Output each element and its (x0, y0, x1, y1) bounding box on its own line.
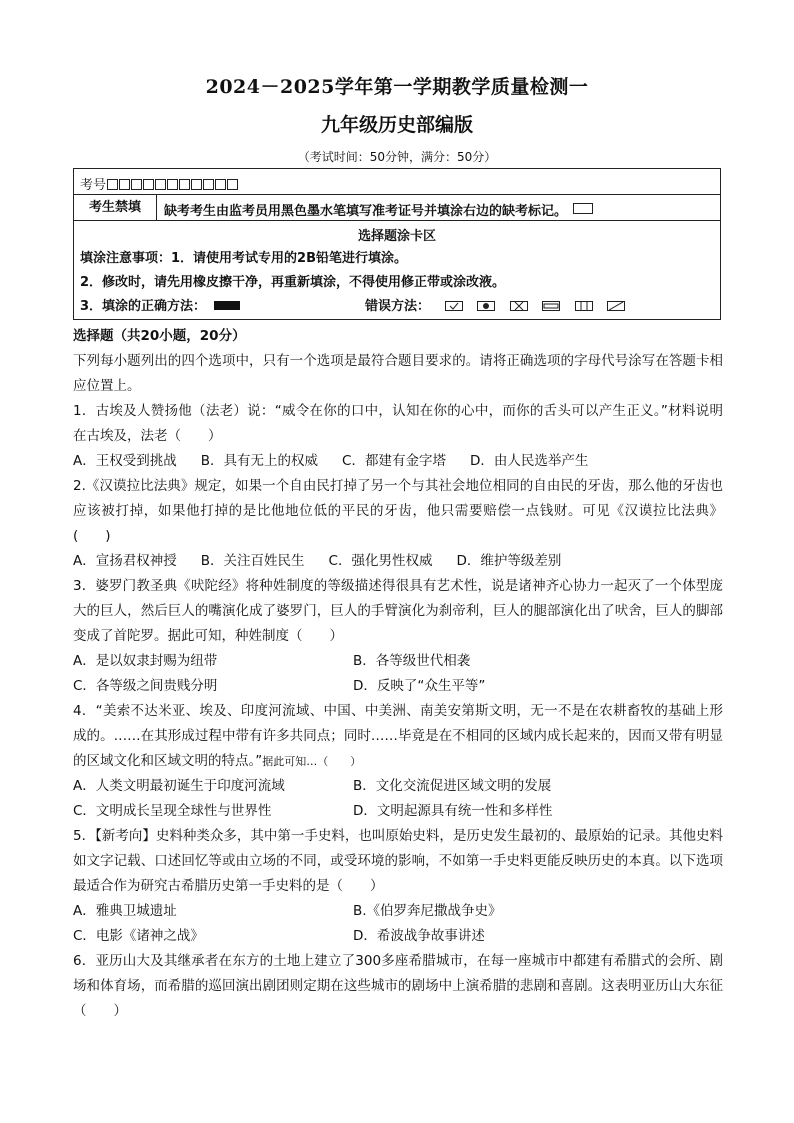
wrong-dot-mark-icon (477, 301, 495, 311)
question-4-stem-text: 4．“美索不达米亚、埃及、印度河流域、中国、中美洲、南美安第斯文明，无一不是在农耕畜牧的基础上形成的。……在其形成过程中带有许多共同点；同时……毕竟是在不相同的区域内成长起来的，因而又带有明显的区域文化和区域文明的特点。” (73, 703, 723, 769)
question-4-stem-tail: 据此可知…（ ） (262, 755, 362, 768)
option-d: D．文明起源具有统一性和多样性 (353, 803, 553, 819)
question-4-options-row-2 (73, 799, 723, 824)
option-c: C．文明成长呈现全球性与世界性 (73, 803, 272, 819)
wrong-method-label: 错误方法： (365, 299, 431, 314)
exam-number-row (74, 169, 720, 195)
question-4-options-row-1 (73, 774, 723, 799)
exam-time-info: （考试时间：50分钟，满分：50分） (297, 150, 497, 164)
question-3-options-row-2 (73, 674, 723, 699)
question-5-stem: 5．【新考向】史料种类众多，其中第一手史料，也叫原始史料，是历史发生最初的、最原始的记录。其他史料如文字记载、口述回忆等或由立场的不同，或受环境的影响，不如第一手史料更能反映历史的本真。以下选项最适合作为研究古希腊历史第一手史料的是（ ） (73, 828, 723, 894)
question-2-stem: 2.《汉谟拉比法典》规定，如果一个自由民打掉了另一个与其社会地位相同的自由民的牙齿，那么他的牙齿也应该被打掉，如果他打掉的是比他地位低的平民的牙齿，他只需要赔偿一点钱财。可见《汉谟拉比法典》( ) (73, 478, 723, 544)
option-c: C．强化男性权威 (328, 553, 433, 569)
option-a: A．雅典卫城遗址 (73, 903, 177, 919)
question-5-options-row-1 (73, 899, 723, 924)
option-a: A．人类文明最初诞生于印度河流域 (73, 778, 285, 794)
section-title: 选择题（共20小题，20分） (73, 328, 246, 344)
exam-title: 2024－2025学年第一学期教学质量检测一 (205, 76, 589, 98)
forbidden-label: 考生禁填 (74, 195, 157, 220)
wrong-line-mark-icon (542, 301, 560, 311)
option-b: B.《伯罗奔尼撒战争史》 (353, 903, 502, 919)
question-2-options (73, 549, 723, 574)
answer-card-box (73, 168, 721, 320)
fill-methods-line (80, 295, 710, 314)
option-b: B．具有无上的权威 (200, 453, 319, 469)
questions-area (73, 324, 723, 1024)
option-c: C．电影《诸神之战》 (73, 928, 204, 944)
fill-note-2: 2．修改时，请先用橡皮擦干净，再重新填涂，不得使用修正带或涂改液。 (80, 275, 506, 290)
exam-number-label: 考号 (80, 178, 107, 193)
option-c: C．各等级之间贵贱分明 (73, 678, 218, 694)
wrong-check-mark-icon (445, 301, 463, 311)
wrong-cross-mark-icon (510, 301, 528, 311)
wrong-partial-mark-icon (575, 301, 593, 311)
question-3-options-row-1 (73, 649, 723, 674)
option-a: A．王权受到挑战 (73, 453, 177, 469)
option-d: D．维护等级差别 (456, 553, 562, 569)
option-b: B．各等级世代相袭 (353, 653, 471, 669)
section-instruction: 下列每小题列出的四个选项中，只有一个选项是最符合题目要求的。请将正确选项的字母代号涂写在答题卡相应位置上。 (73, 353, 723, 394)
option-d: D．反映了“众生平等” (353, 678, 486, 694)
question-3-stem: 3．婆罗门教圣典《吠陀经》将种姓制度的等级描述得很具有艺术性，说是诸神齐心协力一起灭了一个体型庞大的巨人，然后巨人的嘴演化成了婆罗门，巨人的手臂演化为刹帝利，巨人的腿部演化出了吠舍，巨人的脚部变成了首陀罗。据此可知，种姓制度（ ） (73, 578, 723, 644)
question-1-stem: 1．古埃及人赞扬他（法老）说：“威令在你的口中，认知在你的心中，而你的舌头可以产生正义。”材料说明在古埃及，法老（ ） (73, 403, 723, 444)
absent-mark-box (573, 203, 593, 214)
option-b: B．文化交流促进区域文明的发展 (353, 778, 552, 794)
exam-subtitle: 九年级历史部编版 (320, 114, 473, 136)
forbidden-text: 缺考考生由监考员用黑色墨水笔填写准考证号并填涂右边的缺考标记。 (164, 204, 568, 219)
fill-instructions (74, 221, 720, 319)
option-a: A．是以奴隶封赐为纽带 (73, 653, 218, 669)
correct-method-label: 3．填涂的正确方法： (80, 299, 207, 314)
fill-section-title: 选择题涂卡区 (357, 229, 436, 244)
forbidden-row (74, 195, 720, 221)
exam-number-boxes (106, 178, 238, 193)
question-5-options-row-2 (73, 924, 723, 949)
option-c: C．都建有金字塔 (342, 453, 446, 469)
wrong-slash-mark-icon (607, 301, 625, 311)
option-a: A．宣扬君权神授 (73, 553, 177, 569)
question-6-stem: 6．亚历山大及其继承者在东方的土地上建立了300多座希腊城市，在每一座城市中都建有希腊式的会所、剧场和体育场，而希腊的巡回演出剧团则定期在这些城市的剧场中上演希腊的悲剧和喜剧。这表明亚历山大东征（ ） (73, 953, 723, 1019)
option-d: D．希波战争故事讲述 (353, 928, 485, 944)
question-1-options (73, 449, 723, 474)
option-d: D．由人民选举产生 (469, 453, 589, 469)
option-b: B．关注百姓民生 (200, 553, 305, 569)
fill-note-1: 填涂注意事项：1．请使用考试专用的2B铅笔进行填涂。 (80, 251, 407, 266)
correct-fill-mark (214, 301, 240, 310)
wrong-methods (365, 295, 625, 314)
question-4-stem (73, 699, 723, 774)
